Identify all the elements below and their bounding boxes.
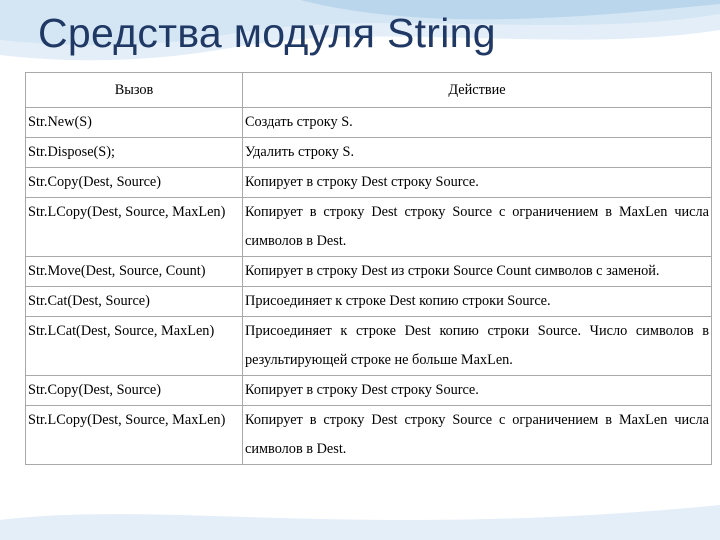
column-header-call: Вызов bbox=[26, 73, 243, 108]
table-row bbox=[26, 287, 712, 317]
cell-call: Str.Copy(Dest, Source) bbox=[26, 168, 243, 198]
table-header-row bbox=[26, 73, 712, 108]
cell-call: Str.New(S) bbox=[26, 108, 243, 138]
table-row bbox=[26, 138, 712, 168]
table-row bbox=[26, 317, 712, 376]
cell-action: Копирует в строку Dest строку Source с ограничением в MaxLen числа символов в Dest. bbox=[243, 406, 712, 465]
cell-action: Присоединяет к строке Dest копию строки Source. bbox=[243, 287, 712, 317]
functions-table bbox=[25, 72, 712, 465]
cell-call: Str.LCopy(Dest, Source, MaxLen) bbox=[26, 406, 243, 465]
table-row bbox=[26, 257, 712, 287]
slide-title: Средства модуля String bbox=[38, 10, 496, 56]
column-header-action: Действие bbox=[243, 73, 712, 108]
cell-call: Str.Dispose(S); bbox=[26, 138, 243, 168]
cell-action: Создать строку S. bbox=[243, 108, 712, 138]
cell-call: Str.Copy(Dest, Source) bbox=[26, 376, 243, 406]
cell-action: Копирует в строку Dest строку Source. bbox=[243, 168, 712, 198]
table-row bbox=[26, 108, 712, 138]
cell-call: Str.LCat(Dest, Source, MaxLen) bbox=[26, 317, 243, 376]
cell-action: Присоединяет к строке Dest копию строки Source. Число символов в результирующей строке не больше MaxLen. bbox=[243, 317, 712, 376]
table-row bbox=[26, 376, 712, 406]
cell-call: Str.Move(Dest, Source, Count) bbox=[26, 257, 243, 287]
table-row bbox=[26, 168, 712, 198]
cell-action: Копирует в строку Dest строку Source. bbox=[243, 376, 712, 406]
cell-action: Удалить строку S. bbox=[243, 138, 712, 168]
cell-call: Str.Cat(Dest, Source) bbox=[26, 287, 243, 317]
cell-action: Копирует в строку Dest строку Source с ограничением в MaxLen числа символов в Dest. bbox=[243, 198, 712, 257]
table-row bbox=[26, 198, 712, 257]
cell-action: Копирует в строку Dest из строки Source Count символов с заменой. bbox=[243, 257, 712, 287]
cell-call: Str.LCopy(Dest, Source, MaxLen) bbox=[26, 198, 243, 257]
table-row bbox=[26, 406, 712, 465]
